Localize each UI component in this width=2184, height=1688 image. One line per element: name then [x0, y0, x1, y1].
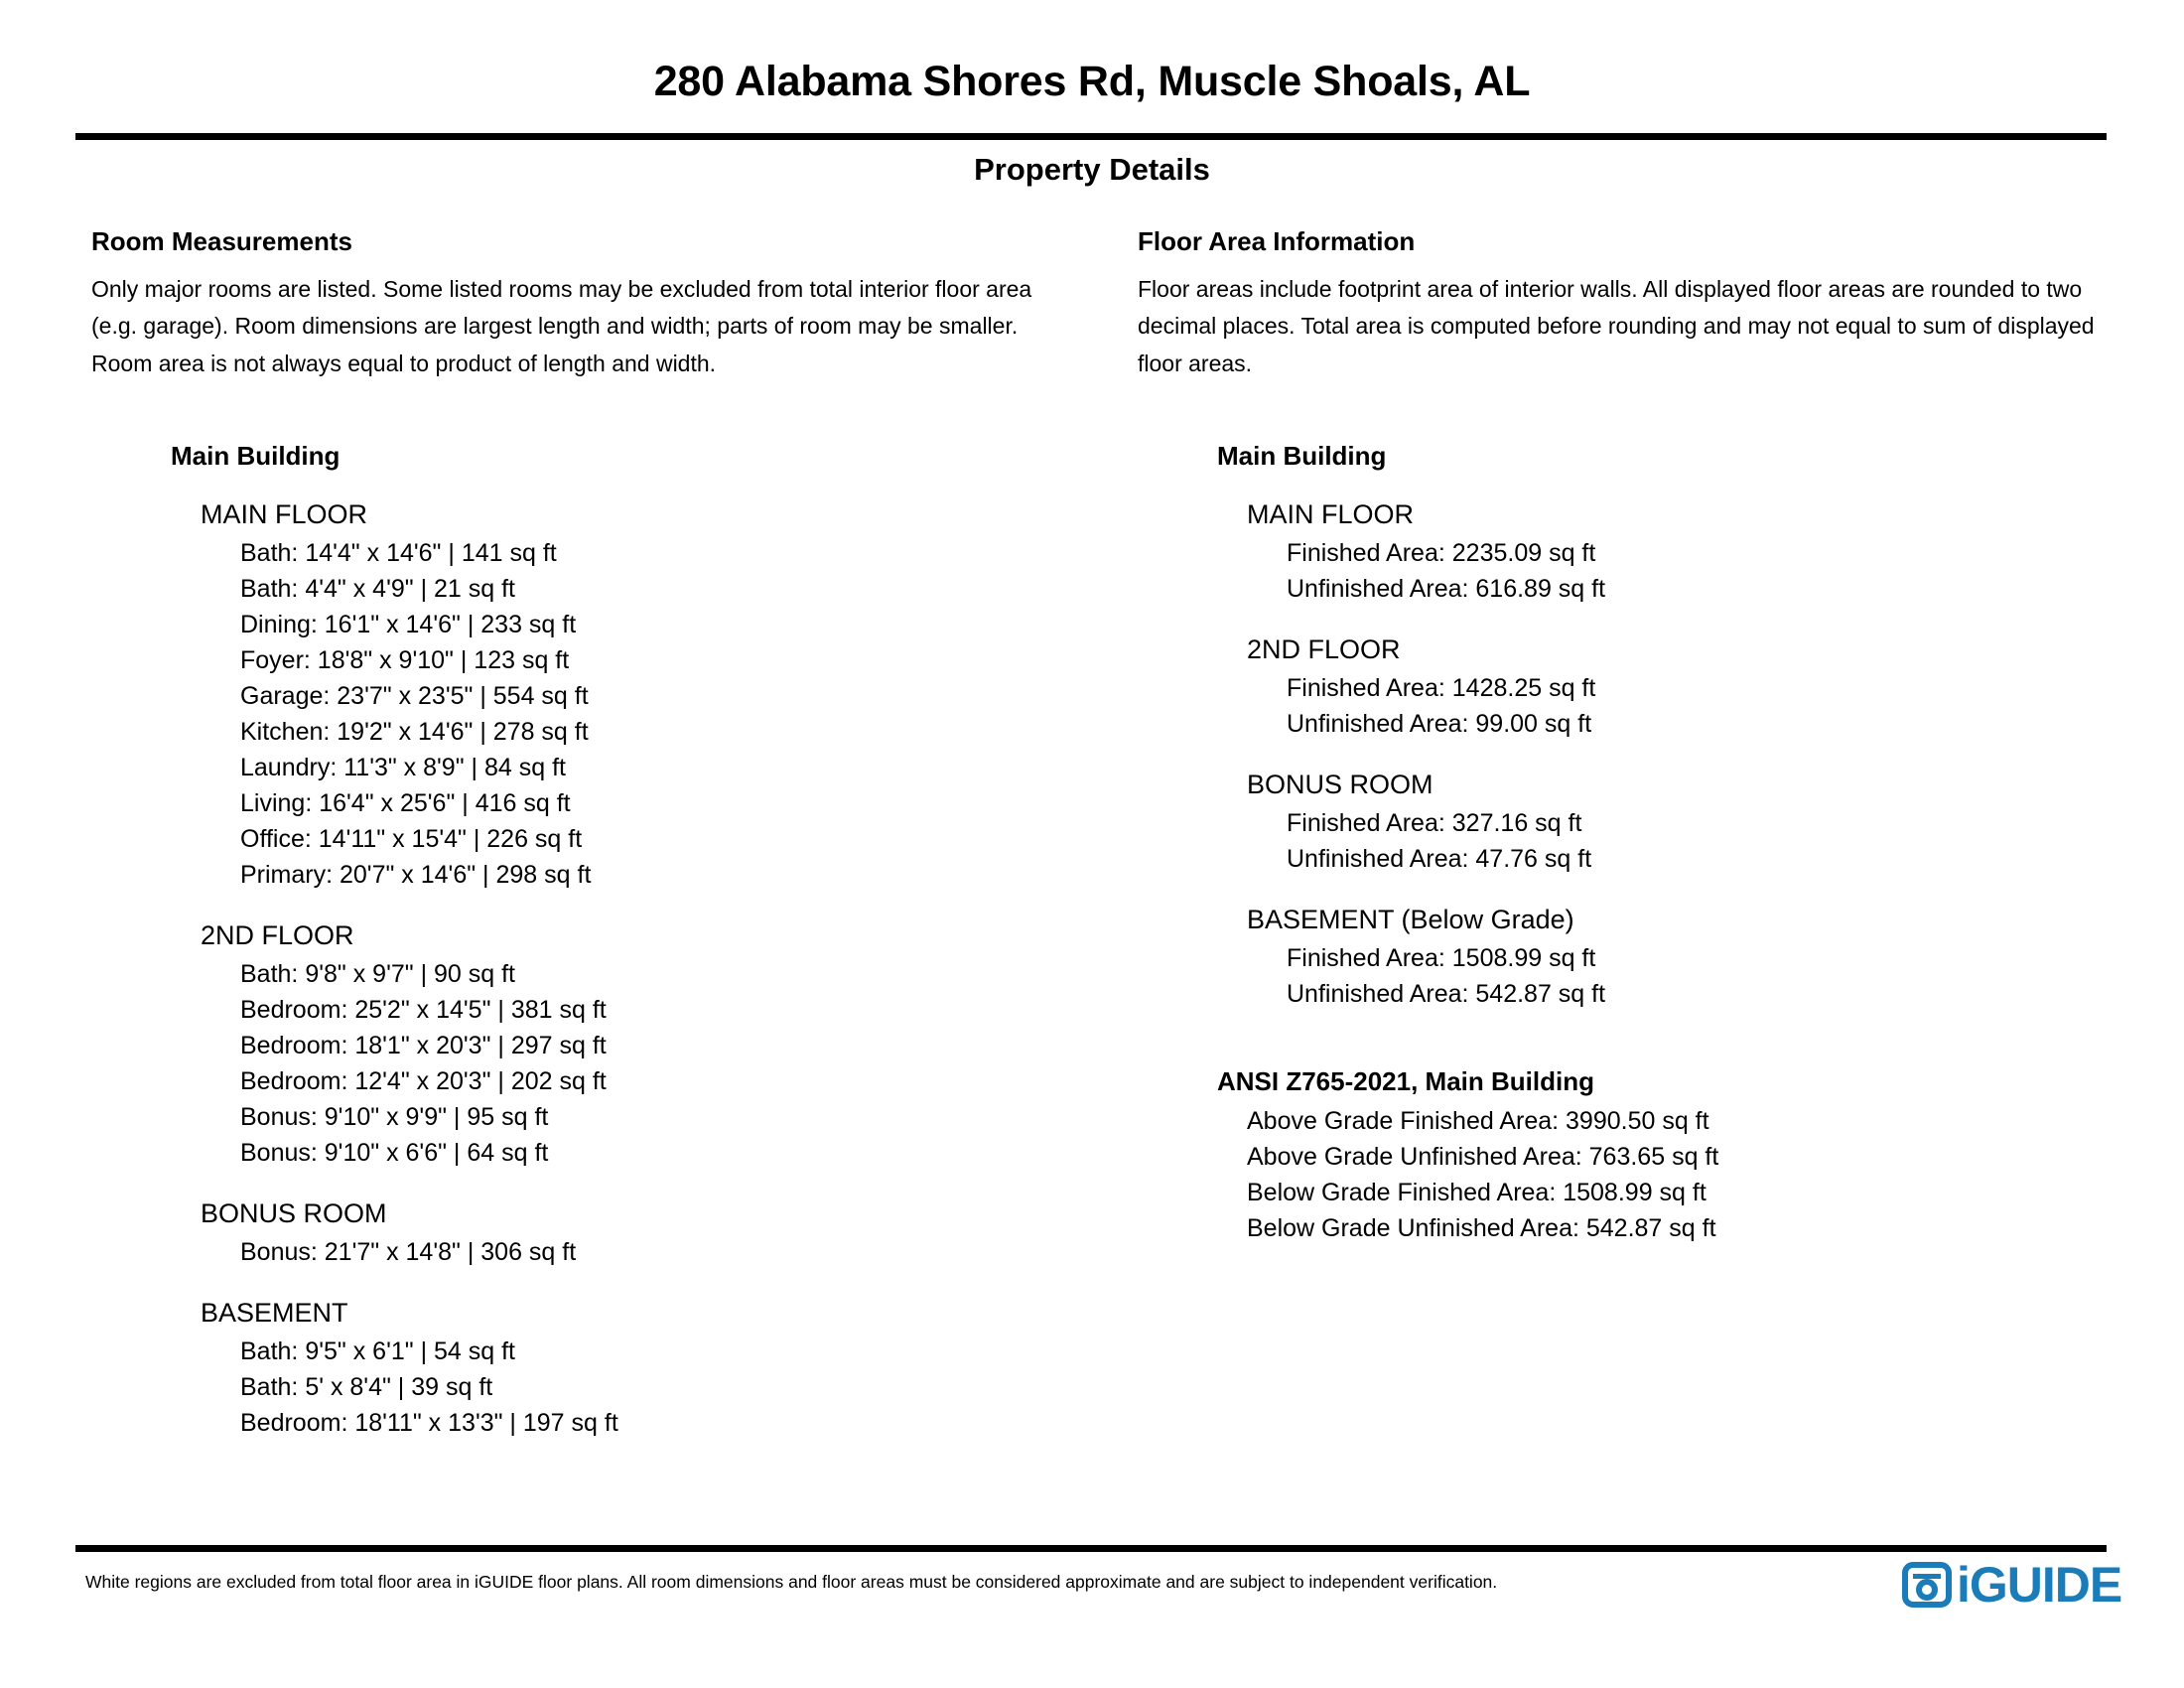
room-entry: Bonus: 21'7" x 14'8" | 306 sq ft: [240, 1238, 577, 1267]
room-list: [91, 1234, 1094, 1270]
room-entry: Office: 14'11" x 15'4" | 226 sq ft: [240, 825, 583, 854]
room-list: [91, 956, 1094, 1171]
room-entry: Living: 16'4" x 25'6" | 416 sq ft: [240, 789, 571, 818]
floor-name: BONUS ROOM: [1247, 770, 1433, 800]
room-entry: Foyer: 18'8" x 9'10" | 123 sq ft: [240, 646, 570, 675]
ansi-entry: Above Grade Finished Area: 3990.50 sq ft: [1247, 1106, 1709, 1135]
room-entry: Bath: 9'8" x 9'7" | 90 sq ft: [240, 960, 516, 989]
room-entry: Laundry: 11'3" x 8'9" | 84 sq ft: [240, 754, 566, 782]
ansi-entry: Above Grade Unfinished Area: 763.65 sq ft: [1247, 1142, 1719, 1171]
room-entry: Bath: 4'4" x 4'9" | 21 sq ft: [240, 575, 516, 604]
room-entry: Bedroom: 25'2" x 14'5" | 381 sq ft: [240, 996, 607, 1025]
area-entry: Unfinished Area: 47.76 sq ft: [1287, 845, 1592, 874]
area-entry: Finished Area: 327.16 sq ft: [1287, 809, 1582, 838]
room-entry: Bath: 14'4" x 14'6" | 141 sq ft: [240, 539, 557, 568]
floor-name: 2ND FLOOR: [201, 920, 354, 951]
area-entry: Finished Area: 1428.25 sq ft: [1287, 674, 1596, 703]
room-measurements-column: [91, 226, 1094, 1441]
floor-area-information-column: [1138, 226, 2140, 1246]
area-entry: Unfinished Area: 616.89 sq ft: [1287, 575, 1606, 604]
left-building-name: Main Building: [171, 440, 341, 471]
floor-group-main-floor: [91, 497, 1094, 893]
room-entry: Garage: 23'7" x 23'5" | 554 sq ft: [240, 682, 589, 711]
room-entry: Bath: 9'5" x 6'1" | 54 sq ft: [240, 1337, 516, 1366]
area-entry: Finished Area: 1508.99 sq ft: [1287, 944, 1596, 973]
floor-name: 2ND FLOOR: [1247, 634, 1401, 665]
iguide-logo: [1901, 1559, 2121, 1611]
area-group-basement: [1138, 903, 2140, 1012]
page-subtitle: Property Details: [974, 152, 1210, 187]
iguide-camera-icon: [1901, 1559, 1953, 1611]
floor-group-basement: [91, 1296, 1094, 1441]
room-entry: Primary: 20'7" x 14'6" | 298 sq ft: [240, 861, 592, 890]
room-entry: Bedroom: 18'11" x 13'3" | 197 sq ft: [240, 1409, 618, 1438]
room-entry: Bonus: 9'10" x 9'9" | 95 sq ft: [240, 1103, 549, 1132]
room-list: [91, 1334, 1094, 1441]
area-list: [1138, 535, 2140, 607]
right-building-name: Main Building: [1217, 440, 1387, 471]
room-entry: Bedroom: 18'1" x 20'3" | 297 sq ft: [240, 1032, 607, 1060]
page-title: 280 Alabama Shores Rd, Muscle Shoals, AL: [653, 58, 1531, 105]
floor-group-bonus-room: [91, 1196, 1094, 1270]
ansi-entry: Below Grade Finished Area: 1508.99 sq ft: [1247, 1178, 1706, 1206]
area-group-bonus-room: [1138, 768, 2140, 877]
floor-name: BASEMENT (Below Grade): [1247, 905, 1574, 935]
room-entry: Bedroom: 12'4" x 20'3" | 202 sq ft: [240, 1067, 607, 1096]
room-entry: Dining: 16'1" x 14'6" | 233 sq ft: [240, 611, 577, 639]
area-entry: Finished Area: 2235.09 sq ft: [1287, 539, 1596, 568]
floor-area-heading: Floor Area Information: [1138, 226, 1416, 256]
footer-disclaimer: White regions are excluded from total floor area in iGUIDE floor plans. All room dimensions and floor areas must be considered approximate and are subject to independent verification.: [85, 1572, 1498, 1592]
floor-area-note: Floor areas include footprint area of interior walls. All displayed floor areas are rounded to two decimal places. Total area is computed before rounding and may not equal to sum of displayed floor areas.: [1138, 276, 2095, 376]
room-list: [91, 535, 1094, 893]
area-group-main-floor: [1138, 497, 2140, 607]
area-entry: Unfinished Area: 542.87 sq ft: [1287, 980, 1606, 1009]
area-list: [1138, 670, 2140, 742]
room-entry: Bath: 5' x 8'4" | 39 sq ft: [240, 1373, 493, 1402]
area-list: [1138, 940, 2140, 1012]
header-divider: [75, 133, 2107, 140]
right-building-block: [1138, 440, 2140, 1012]
floor-name: BASEMENT: [201, 1298, 348, 1329]
ansi-list: [1138, 1103, 2140, 1246]
room-entry: Kitchen: 19'2" x 14'6" | 278 sq ft: [240, 718, 589, 747]
area-list: [1138, 805, 2140, 877]
area-group-2nd-floor: [1138, 633, 2140, 742]
area-entry: Unfinished Area: 99.00 sq ft: [1287, 710, 1592, 739]
ansi-block: [1138, 1065, 2140, 1246]
floor-name: MAIN FLOOR: [201, 499, 368, 530]
floor-name: BONUS ROOM: [201, 1198, 387, 1229]
ansi-title: ANSI Z765-2021, Main Building: [1217, 1066, 1594, 1097]
floor-group-2nd-floor: [91, 918, 1094, 1171]
iguide-wordmark: iGUIDE: [1957, 1557, 2122, 1613]
room-entry: Bonus: 9'10" x 6'6" | 64 sq ft: [240, 1139, 549, 1168]
ansi-entry: Below Grade Unfinished Area: 542.87 sq ft: [1247, 1213, 1716, 1242]
room-measurements-heading: Room Measurements: [91, 226, 352, 256]
footer-divider: [75, 1545, 2107, 1552]
room-measurements-note: Only major rooms are listed. Some listed rooms may be excluded from total interior floor area (e.g. garage). Room dimensions are largest length and width; parts of room may be smaller. Room area is not always equal to product of length and width.: [91, 276, 1032, 376]
floor-name: MAIN FLOOR: [1247, 499, 1415, 530]
left-building-block: [91, 440, 1094, 1441]
